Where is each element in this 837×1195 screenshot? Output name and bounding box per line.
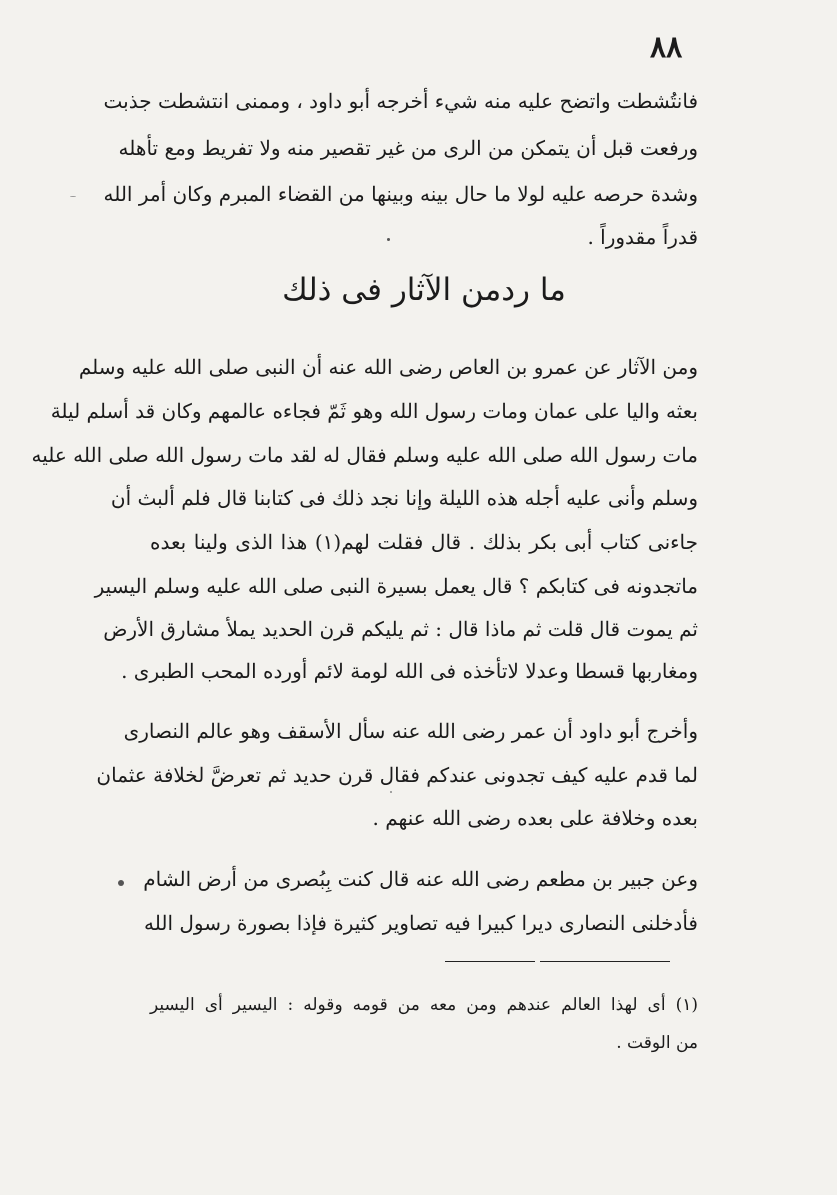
- paragraph-3-line-2: لما قدم عليه كيف تجدونى عندكم فقال قرن حديد ثم تعرضَّ لخلافة عثمان: [96, 763, 698, 787]
- paragraph-2-line-1: ومن الآثار عن عمرو بن العاص رضى الله عنه أن النبى صلى الله عليه وسلم: [78, 355, 698, 379]
- paragraph-3-line-1: وأخرج أبو داود أن عمر رضى الله عنه سأل الأسقف وهو عالم النصارى: [123, 719, 698, 743]
- scan-speck: [390, 791, 392, 793]
- scan-speck: [70, 196, 76, 197]
- footnote-line-1: (١) أى لهذا العالم عندهم ومن معه من قومه وقوله : اليسير أى اليسير: [150, 995, 698, 1015]
- paragraph-2-line-5: جاءنى كتاب أبى بكر بذلك . قال فقلت لهم(١) هذا الذى ولينا بعده: [150, 530, 699, 554]
- section-heading: ما ردمن الآثار فى ذلك: [282, 272, 566, 308]
- paragraph-1-line-3: وشدة حرصه عليه لولا ما حال بينه وبينها من القضاء المبرم وكان أمر الله: [103, 182, 698, 206]
- paragraph-2-line-6: ماتجدونه فى كتابكم ؟ قال يعمل بسيرة النبى صلى الله عليه وسلم اليسير: [94, 574, 698, 598]
- footnote-line-2: من الوقت .: [616, 1033, 698, 1053]
- paragraph-2-line-7: ثم يموت قال قلت ثم ماذا قال : ثم يليكم قرن الحديد يملأ مشارق الأرض: [103, 617, 698, 641]
- footnote-rule-left: [445, 961, 535, 962]
- paragraph-2-line-3: مات رسول الله صلى الله عليه وسلم فقال له لقد مات رسول الله صلى الله عليه: [31, 443, 698, 467]
- paragraph-2-line-8: ومغاربها قسطا وعدلا لاتأخذه فى الله لومة لائم أورده المحب الطبرى .: [121, 659, 698, 683]
- paragraph-2-line-2: بعثه واليا على عمان ومات رسول الله وهو ثَمّ فجاءه عالمهم وكان قد أسلم ليلة: [50, 399, 698, 423]
- paragraph-4-line-2: فأدخلنى النصارى ديرا كبيرا فيه تصاوير كثيرة فإذا بصورة رسول الله: [144, 911, 698, 935]
- paragraph-4-line-1: وعن جبير بن مطعم رضى الله عنه قال كنت بِبُصرى من أرض الشام: [143, 867, 698, 891]
- page-number: ٨٨: [650, 30, 683, 65]
- footnote-rule-right: [540, 961, 670, 962]
- paragraph-1-line-1: فانتُشطت واتضح عليه منه شيء أخرجه أبو داود ، وممنى انتشطت جذبت: [103, 89, 698, 113]
- paragraph-1-line-4: قدراً مقدوراً .: [587, 225, 698, 249]
- scan-speck: [118, 880, 124, 886]
- paragraph-3-line-3: بعده وخلافة على بعده رضى الله عنهم .: [372, 806, 698, 830]
- scan-speck: [387, 238, 390, 241]
- paragraph-2-line-4: وسلم وأنى عليه أجله هذه الليلة وإنا نجد ذلك فى كتابنا قال فلم ألبث أن: [110, 486, 698, 510]
- paragraph-1-line-2: ورفعت قبل أن يتمكن من الرى من غير تقصير منه ولا تفريط ومع تأهله: [118, 136, 698, 160]
